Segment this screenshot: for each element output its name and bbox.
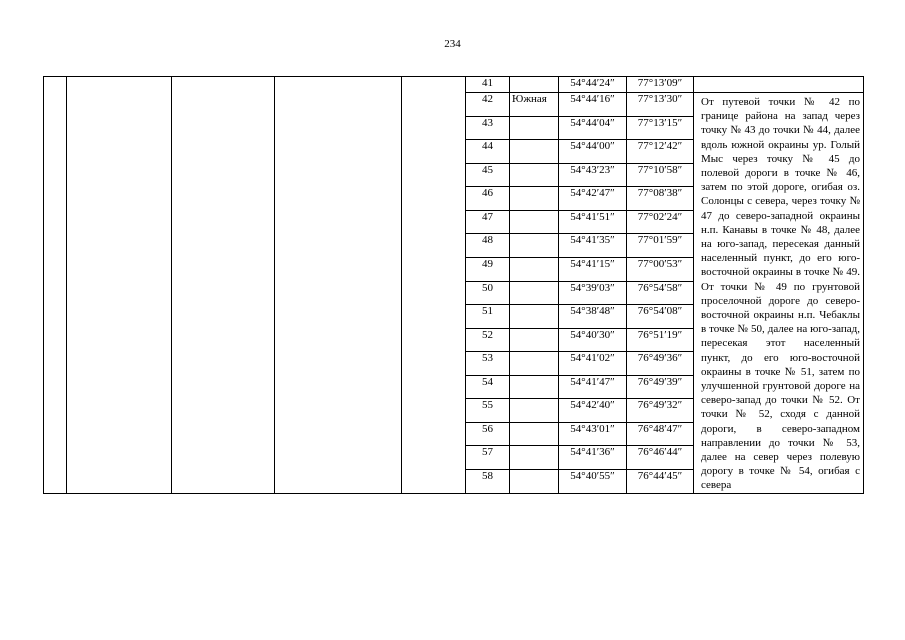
boundary-side-cell <box>510 116 559 140</box>
longitude-cell: 76°51′19″ <box>627 328 694 352</box>
latitude-cell: 54°44′16″ <box>559 93 627 117</box>
point-number-cell: 46 <box>466 187 510 211</box>
longitude-cell: 76°44′45″ <box>627 470 694 494</box>
table-row <box>44 77 864 93</box>
coordinates-table <box>43 76 864 494</box>
longitude-cell: 77°08′38″ <box>627 187 694 211</box>
latitude-cell: 54°44′00″ <box>559 140 627 164</box>
point-number-cell: 43 <box>466 116 510 140</box>
boundary-side-cell <box>510 281 559 305</box>
empty-column-3 <box>172 77 275 494</box>
point-number-cell: 58 <box>466 470 510 494</box>
boundary-side-cell <box>510 234 559 258</box>
empty-column-2 <box>67 77 172 494</box>
latitude-cell: 54°43′01″ <box>559 422 627 446</box>
point-number-cell: 57 <box>466 446 510 470</box>
longitude-cell: 76°49′39″ <box>627 375 694 399</box>
point-number-cell: 45 <box>466 163 510 187</box>
boundary-side-cell <box>510 77 559 93</box>
point-number-cell: 48 <box>466 234 510 258</box>
empty-column-4 <box>275 77 402 494</box>
page-number: 234 <box>444 38 461 50</box>
boundary-side-cell <box>510 187 559 211</box>
latitude-cell: 54°40′30″ <box>559 328 627 352</box>
boundary-side-cell: Южная <box>510 93 559 117</box>
point-number-cell: 44 <box>466 140 510 164</box>
longitude-cell: 76°46′44″ <box>627 446 694 470</box>
point-number-cell: 41 <box>466 77 510 93</box>
point-number-cell: 49 <box>466 257 510 281</box>
longitude-cell: 76°54′08″ <box>627 305 694 329</box>
latitude-cell: 54°42′40″ <box>559 399 627 423</box>
boundary-side-cell <box>510 352 559 376</box>
longitude-cell: 77°13′15″ <box>627 116 694 140</box>
boundary-side-cell <box>510 140 559 164</box>
boundary-side-cell <box>510 422 559 446</box>
boundary-side-cell <box>510 210 559 234</box>
boundary-side-cell <box>510 163 559 187</box>
longitude-cell: 77°12′42″ <box>627 140 694 164</box>
latitude-cell: 54°44′04″ <box>559 116 627 140</box>
boundary-side-cell <box>510 375 559 399</box>
point-number-cell: 55 <box>466 399 510 423</box>
point-number-cell: 53 <box>466 352 510 376</box>
point-number-cell: 47 <box>466 210 510 234</box>
latitude-cell: 54°43′23″ <box>559 163 627 187</box>
description-empty-cell <box>694 77 864 93</box>
latitude-cell: 54°38′48″ <box>559 305 627 329</box>
longitude-cell: 76°49′32″ <box>627 399 694 423</box>
longitude-cell: 77°13′30″ <box>627 93 694 117</box>
point-number-cell: 42 <box>466 93 510 117</box>
point-number-cell: 54 <box>466 375 510 399</box>
latitude-cell: 54°42′47″ <box>559 187 627 211</box>
latitude-cell: 54°40′55″ <box>559 470 627 494</box>
longitude-cell: 77°13′09″ <box>627 77 694 93</box>
empty-column-5 <box>402 77 466 494</box>
longitude-cell: 76°49′36″ <box>627 352 694 376</box>
longitude-cell: 77°02′24″ <box>627 210 694 234</box>
boundary-description: От путевой точки № 42 по границе района на запад через точку № 43 до точки № 44, далее вдоль южной окраины ур. Голый Мыс через точку № 45 до полевой дороги в точке № 46, затем по этой дороге, огибая оз. Солонцы с севера, через точку № 47 до северо-западной окраины н.п. Канавы в точке № 48, далее на юго-запад, пересекая данный населенный пункт, до его юго-восточной окраины в точке № 49. От точки № 49 по грунтовой проселочной дороге до северо-восточной окраины н.п. Чебаклы в точке № 50, далее на юго-запад, пересекая этот населенный пункт, до его юго-восточной окраины в точке № 51, затем по улучшенной грунтовой дороге на северо-запад до точки № 52. От точки № 52, сходя с данной дороги, в северо-западном направлении до точки № 53, далее на север через полевую дорогу в точке № 54, огибая с севера <box>694 93 864 494</box>
latitude-cell: 54°39′03″ <box>559 281 627 305</box>
point-number-cell: 52 <box>466 328 510 352</box>
latitude-cell: 54°41′35″ <box>559 234 627 258</box>
longitude-cell: 77°01′59″ <box>627 234 694 258</box>
longitude-cell: 77°00′53″ <box>627 257 694 281</box>
longitude-cell: 76°54′58″ <box>627 281 694 305</box>
point-number-cell: 51 <box>466 305 510 329</box>
point-number-cell: 50 <box>466 281 510 305</box>
boundary-side-cell <box>510 328 559 352</box>
latitude-cell: 54°44′24″ <box>559 77 627 93</box>
table-body <box>44 77 864 494</box>
point-number-cell: 56 <box>466 422 510 446</box>
longitude-cell: 76°48′47″ <box>627 422 694 446</box>
latitude-cell: 54°41′47″ <box>559 375 627 399</box>
boundary-side-cell <box>510 257 559 281</box>
latitude-cell: 54°41′51″ <box>559 210 627 234</box>
boundary-side-cell <box>510 470 559 494</box>
latitude-cell: 54°41′02″ <box>559 352 627 376</box>
empty-column-1 <box>44 77 67 494</box>
latitude-cell: 54°41′36″ <box>559 446 627 470</box>
longitude-cell: 77°10′58″ <box>627 163 694 187</box>
boundary-side-cell <box>510 305 559 329</box>
latitude-cell: 54°41′15″ <box>559 257 627 281</box>
boundary-side-cell <box>510 446 559 470</box>
boundary-side-cell <box>510 399 559 423</box>
